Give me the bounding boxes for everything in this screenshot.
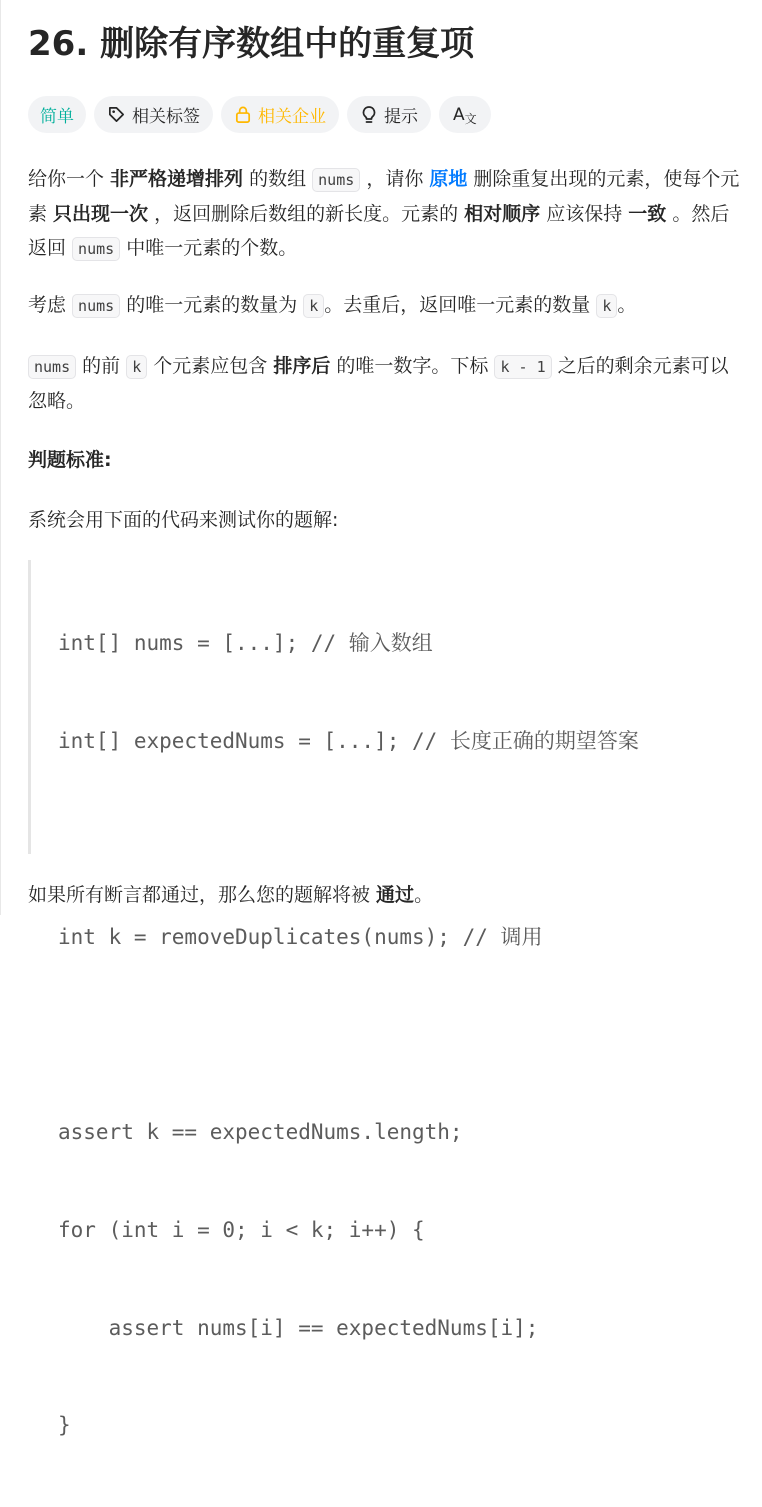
description-paragraph-2: 考虑 nums 的唯一元素的数量为 k 。去重后，返回唯一元素的数量 k 。 xyxy=(28,294,637,316)
tag-icon xyxy=(107,105,126,124)
difficulty-label: 简单 xyxy=(40,107,74,127)
difficulty-badge xyxy=(28,96,86,133)
inline-code: k - 1 xyxy=(494,355,551,379)
lightbulb-icon xyxy=(360,105,378,125)
inline-code: nums xyxy=(28,355,76,379)
hint-button[interactable] xyxy=(347,96,431,133)
in-place-link[interactable]: 原地 xyxy=(429,168,468,190)
lock-icon xyxy=(234,105,252,124)
judge-heading: 判题标准: xyxy=(28,449,112,471)
inline-code: k xyxy=(126,355,147,379)
translate-icon: A 文 xyxy=(453,104,477,126)
inline-code: nums xyxy=(72,237,120,261)
description-paragraph-3: nums 的前 k 个元素应包含 排序后 的唯一数字。下标 k - 1 之后的剩余元素可以忽略。 xyxy=(28,355,729,412)
code-line: for (int i = 0; i < k; i++) { xyxy=(58,1217,425,1242)
problem-title: 26. 删除有序数组中的重复项 xyxy=(28,24,475,64)
inline-code: nums xyxy=(312,168,360,192)
inline-code: nums xyxy=(72,294,120,318)
code-line xyxy=(58,1018,740,1051)
inline-code: k xyxy=(596,294,617,318)
related-tags-label: 相关标签 xyxy=(132,107,200,127)
code-line: assert k == expectedNums.length; xyxy=(58,1120,463,1145)
code-line xyxy=(58,823,740,856)
inline-code: k xyxy=(303,294,324,318)
related-tags-button[interactable] xyxy=(94,96,213,133)
related-companies-label: 相关企业 xyxy=(258,107,326,127)
code-line: } xyxy=(58,1413,71,1438)
footer-paragraph: 如果所有断言都通过，那么您的题解将被 通过。 xyxy=(28,884,434,906)
description-paragraph-1: 给你一个 非严格递增排列 的数组 nums ，请你 原地 删除重复出现的元素，使每个元素 只出现一次 ，返回删除后数组的新长度。元素的 相对顺序 应该保持 一致 。然后返回 nums 中唯一元素的个数。 xyxy=(28,168,740,259)
translate-button[interactable] xyxy=(439,96,491,133)
tag-bar xyxy=(28,96,491,133)
judge-intro: 系统会用下面的代码来测试你的题解: xyxy=(28,509,339,531)
related-companies-button[interactable] xyxy=(221,96,339,133)
code-line: assert nums[i] == expectedNums[i]; xyxy=(58,1315,539,1340)
code-line: int[] nums = [...]; // 输入数组 xyxy=(58,631,433,656)
code-line: int[] expectedNums = [...]; // 长度正确的期望答案 xyxy=(58,728,639,753)
hint-label: 提示 xyxy=(384,107,418,127)
code-line: int k = removeDuplicates(nums); // 调用 xyxy=(58,924,543,949)
